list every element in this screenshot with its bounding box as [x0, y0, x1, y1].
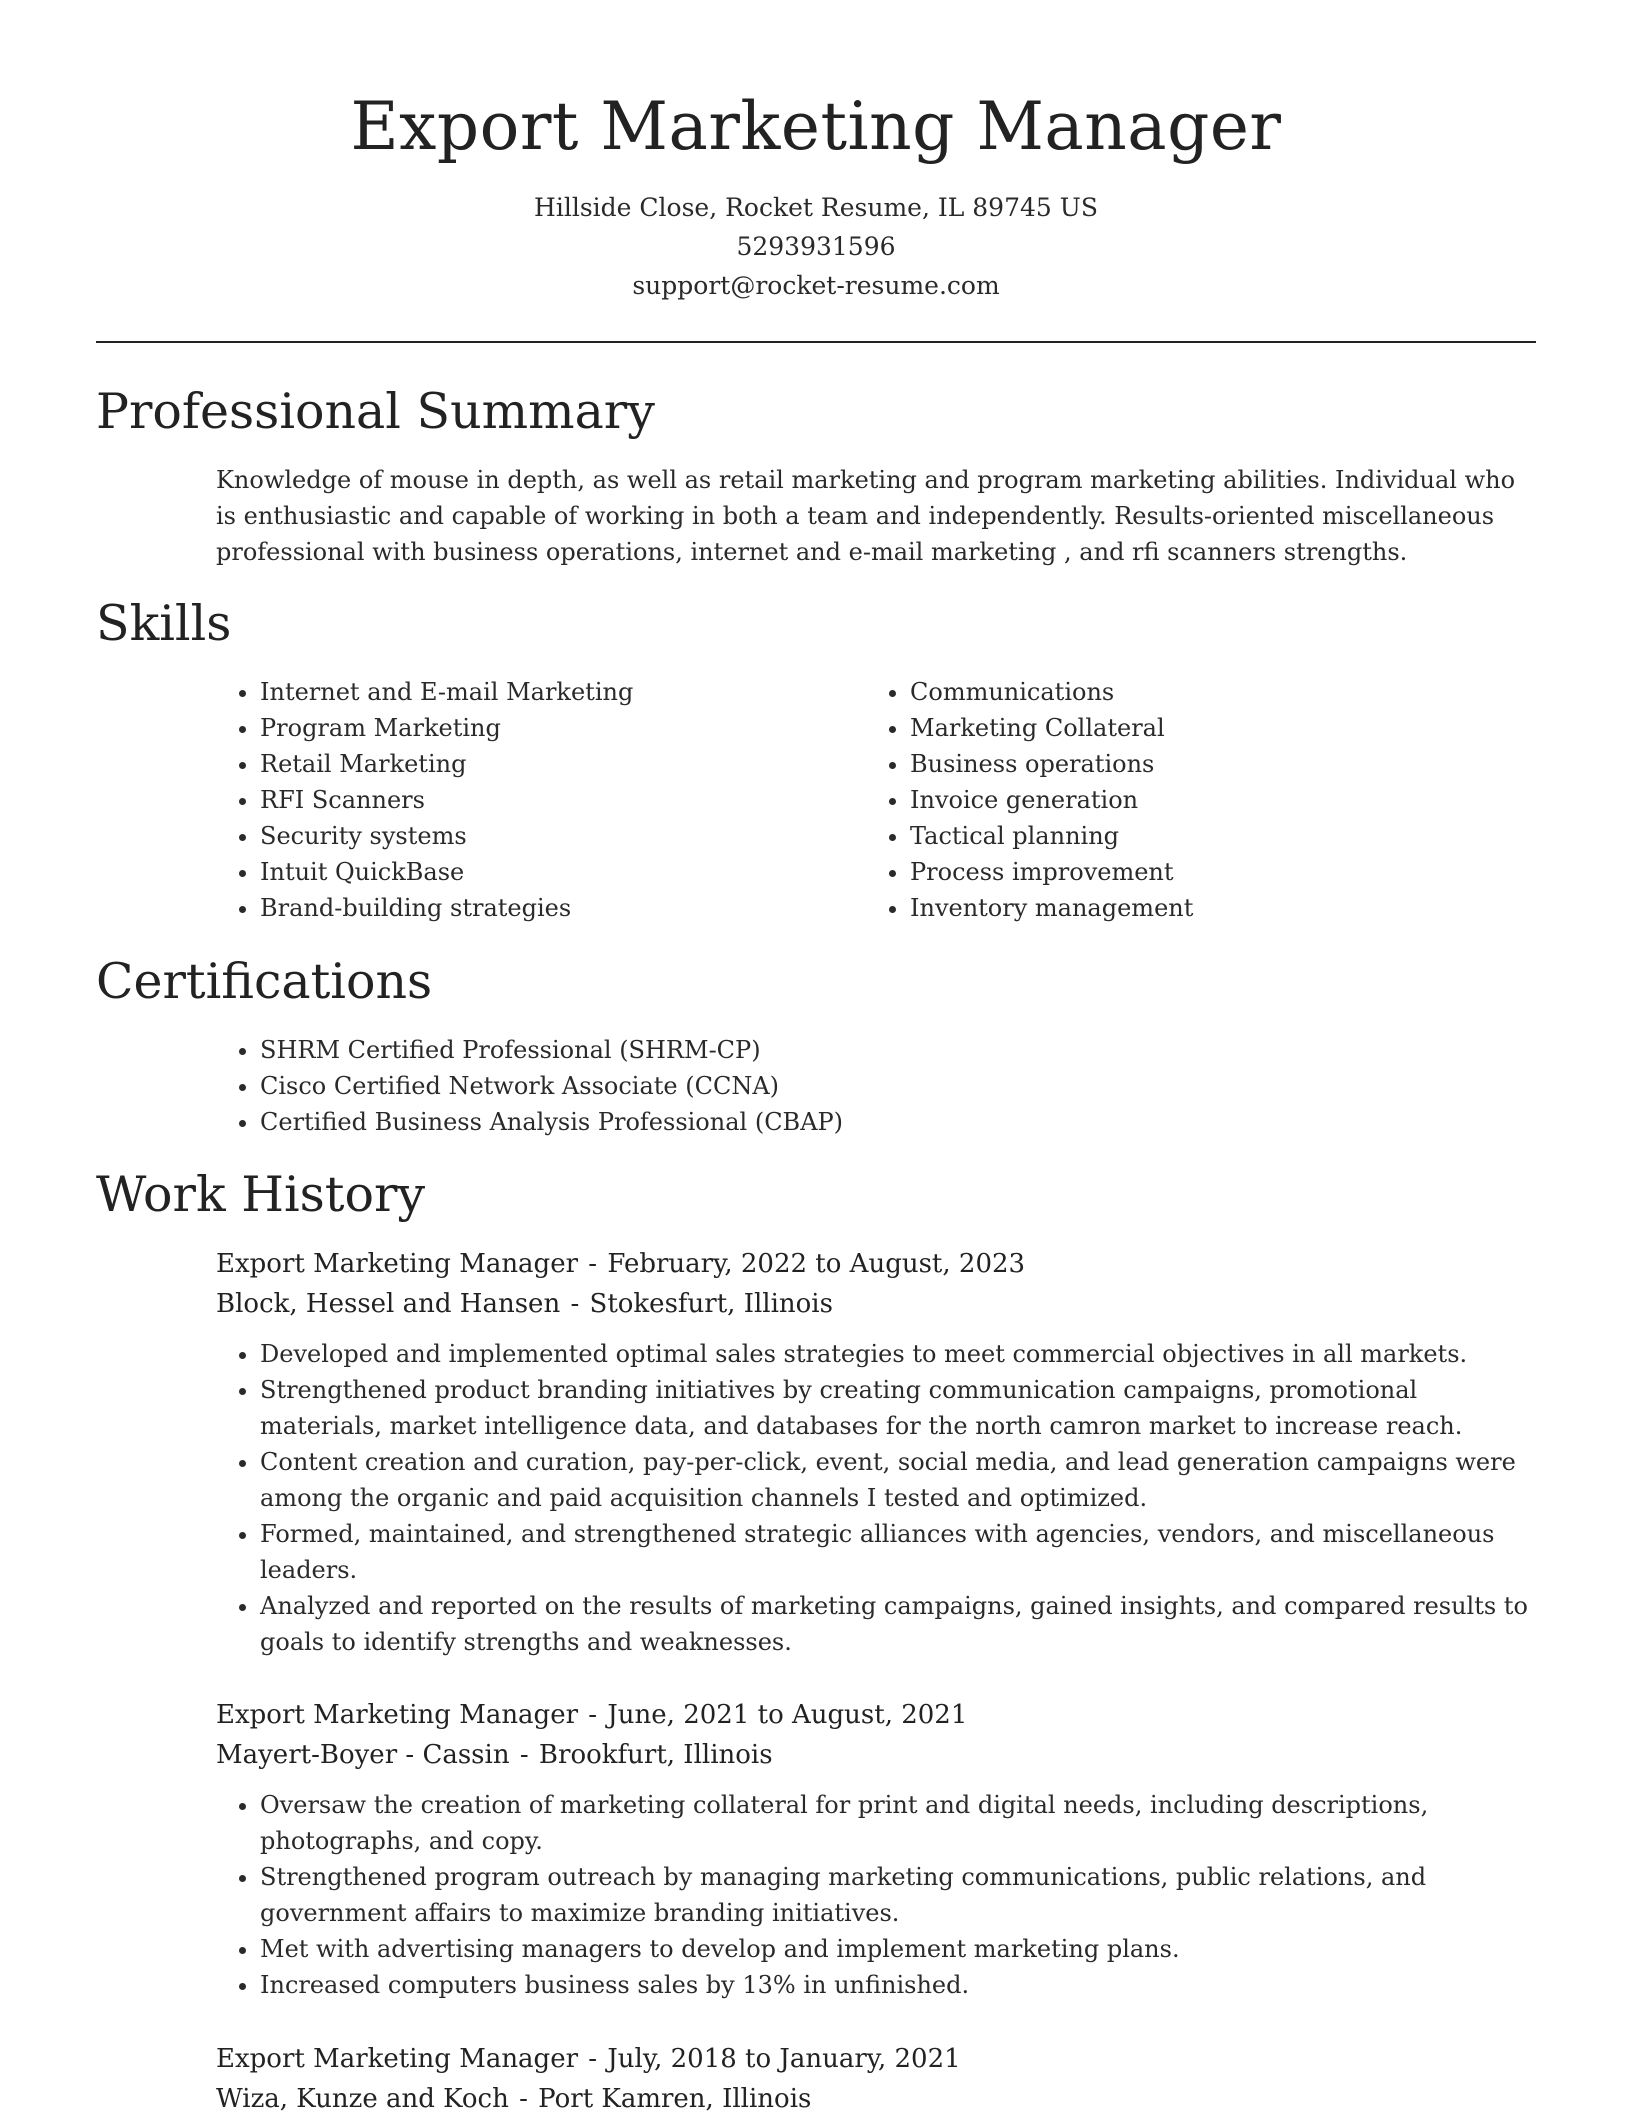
job-dates: July, 2018 to January, 2021 [607, 2044, 961, 2074]
company-separator: - [510, 2084, 537, 2114]
title-separator: - [580, 1700, 606, 1730]
job-bullet: • Developed and implemented optimal sales strategies to meet commercial objectives in all markets. [260, 1336, 1536, 1372]
job-title: Export Marketing Manager [216, 2044, 579, 2074]
skill-item: • Communications [910, 674, 1536, 710]
skill-item: • Internet and E-mail Marketing [260, 674, 856, 710]
contact-info [0, 188, 1632, 305]
skill-item: • Program Marketing [260, 710, 856, 746]
job-entry [216, 2039, 1536, 2119]
certification-item: • Cisco Certified Network Associate (CCNA) [260, 1068, 1536, 1104]
skill-item: • Invoice generation [910, 782, 1536, 818]
skills-list-right [866, 674, 1536, 926]
skill-item: • Business operations [910, 746, 1536, 782]
skill-item: • Security systems [260, 818, 856, 854]
skills-heading: Skills [96, 595, 232, 652]
skill-item: • Brand-building strategies [260, 890, 856, 926]
job-dates: February, 2022 to August, 2023 [607, 1249, 1026, 1279]
summary-heading: Professional Summary [96, 383, 655, 440]
job-company-line [216, 2079, 1536, 2119]
job-company: Mayert-Boyer - Cassin [216, 1740, 510, 1770]
job-location: Brookfurt, Illinois [538, 1740, 773, 1770]
skill-item: • Process improvement [910, 854, 1536, 890]
skill-item: • Tactical planning [910, 818, 1536, 854]
title-separator: - [580, 2044, 606, 2074]
skill-item: • RFI Scanners [260, 782, 856, 818]
job-title-line [216, 1244, 1536, 1284]
job-company-line [216, 1735, 1536, 1775]
skills-column-left [216, 674, 856, 926]
summary-text: Knowledge of mouse in depth, as well as retail marketing and program marketing abilities. Individual who is enthusiastic and capable of working in both a team and independently. Results-oriented miscellaneous professional with business operations, internet and e-mail marketing , and rfi scanners strengths. [216, 466, 1516, 566]
job-bullet: • Met with advertising managers to develop and implement marketing plans. [260, 1931, 1536, 1967]
job-bullet: • Increased computers business sales by 13% in unfinished. [260, 1967, 1536, 2003]
job-dates: June, 2021 to August, 2021 [607, 1700, 968, 1730]
phone-text: 5293931596 [736, 232, 896, 261]
candidate-name: Export Marketing Manager [350, 88, 1282, 165]
certifications-heading: Certifications [96, 953, 433, 1010]
job-bullet: • Formed, maintained, and strengthened strategic alliances with agencies, vendors, and miscellaneous leaders. [260, 1516, 1536, 1588]
job-bullet: • Content creation and curation, pay-per-click, event, social media, and lead generation campaigns were among the organic and paid acquisition channels I tested and optimized. [260, 1444, 1536, 1516]
job-bullets [216, 1336, 1536, 1660]
job-entry [216, 1695, 1536, 2003]
certification-item: • SHRM Certified Professional (SHRM-CP) [260, 1032, 1536, 1068]
job-company-line [216, 1284, 1536, 1324]
address-text: Hillside Close, Rocket Resume, IL 89745 US [534, 193, 1098, 222]
job-title-line [216, 1695, 1536, 1735]
skill-item: • Marketing Collateral [910, 710, 1536, 746]
job-title-line [216, 2039, 1536, 2079]
certifications-block [216, 1032, 1536, 1140]
certifications-list [216, 1032, 1536, 1140]
job-company: Block, Hessel and Hansen [216, 1289, 561, 1319]
work-history-heading: Work History [96, 1166, 426, 1223]
skill-item: • Inventory management [910, 890, 1536, 926]
title-separator: - [580, 1249, 606, 1279]
job-bullet: • Strengthened program outreach by managing marketing communications, public relations, and government affairs to maximize branding initiatives. [260, 1859, 1536, 1931]
job-title: Export Marketing Manager [216, 1249, 579, 1279]
resume-header [0, 0, 1632, 305]
skills-column-right [866, 674, 1536, 926]
job-bullet: • Analyzed and reported on the results of marketing campaigns, gained insights, and compared results to goals to identify strengths and weaknesses. [260, 1588, 1536, 1660]
job-title: Export Marketing Manager [216, 1700, 579, 1730]
skill-item: • Intuit QuickBase [260, 854, 856, 890]
job-bullet: • Oversaw the creation of marketing collateral for print and digital needs, including descriptions, photographs, and copy. [260, 1787, 1536, 1859]
company-separator: - [562, 1289, 588, 1319]
skills-list-left [216, 674, 856, 926]
job-location: Port Kamren, Illinois [538, 2084, 812, 2114]
header-divider [96, 341, 1536, 343]
email-text: support@rocket-resume.com [632, 271, 1000, 300]
job-company: Wiza, Kunze and Koch [216, 2084, 509, 2114]
company-separator: - [511, 1740, 537, 1770]
job-entry [216, 1244, 1536, 1660]
skill-item: • Retail Marketing [260, 746, 856, 782]
certification-item: • Certified Business Analysis Professional (CBAP) [260, 1104, 1536, 1140]
job-bullet: • Strengthened product branding initiatives by creating communication campaigns, promotional materials, market intelligence data, and databases for the north camron market to increase reach. [260, 1372, 1536, 1444]
job-location: Stokesfurt, Illinois [589, 1289, 833, 1319]
job-bullets [216, 1787, 1536, 2003]
